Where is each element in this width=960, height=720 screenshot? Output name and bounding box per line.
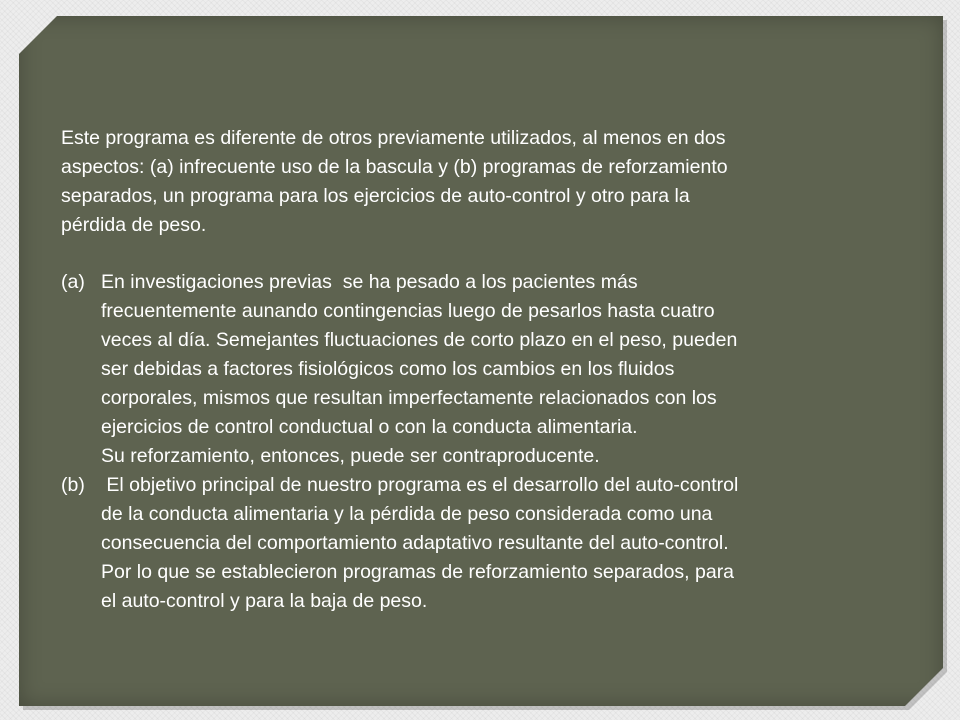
list-item-line: El objetivo principal de nuestro programa es el desarrollo del auto-control xyxy=(101,474,739,496)
list-item-b xyxy=(61,471,887,616)
list-item-text xyxy=(101,268,887,471)
list-item-line: Su reforzamiento, entonces, puede ser contraproducente. xyxy=(101,445,600,467)
slide-text-body xyxy=(61,124,887,616)
list-item-line: corporales, mismos que resultan imperfectamente relacionados con los xyxy=(101,387,717,409)
list-item-line: frecuentemente aunando contingencias luego de pesarlos hasta cuatro xyxy=(101,300,715,322)
list-item-line: el auto-control y para la baja de peso. xyxy=(101,590,428,612)
list-item-line: consecuencia del comportamiento adaptativo resultante del auto-control. xyxy=(101,532,729,554)
list-item-line: de la conducta alimentaria y la pérdida de peso considerada como una xyxy=(101,503,713,525)
intro-line: separados, un programa para los ejercicios de auto-control y otro para la xyxy=(61,185,690,207)
list-item-text xyxy=(101,471,887,616)
list-item-line: Por lo que se establecieron programas de reforzamiento separados, para xyxy=(101,561,735,583)
list-item-line: En investigaciones previas se ha pesado a los pacientes más xyxy=(101,271,638,293)
list-marker: (b) xyxy=(61,474,85,496)
intro-line: aspectos: (a) infrecuente uso de la bascula y (b) programas de reforzamiento xyxy=(61,156,728,178)
list-item-a xyxy=(61,268,887,471)
list-item-line: ser debidas a factores fisiológicos como los cambios en los fluidos xyxy=(101,358,675,380)
intro-line: pérdida de peso. xyxy=(61,214,207,236)
list-item-line: veces al día. Semejantes fluctuaciones de corto plazo en el peso, pueden xyxy=(101,329,738,351)
list-item-line: ejercicios de control conductual o con la conducta alimentaria. xyxy=(101,416,638,438)
intro-paragraph xyxy=(61,124,887,240)
intro-line: Este programa es diferente de otros previamente utilizados, al menos en dos xyxy=(61,127,726,149)
list-marker: (a) xyxy=(61,271,85,293)
